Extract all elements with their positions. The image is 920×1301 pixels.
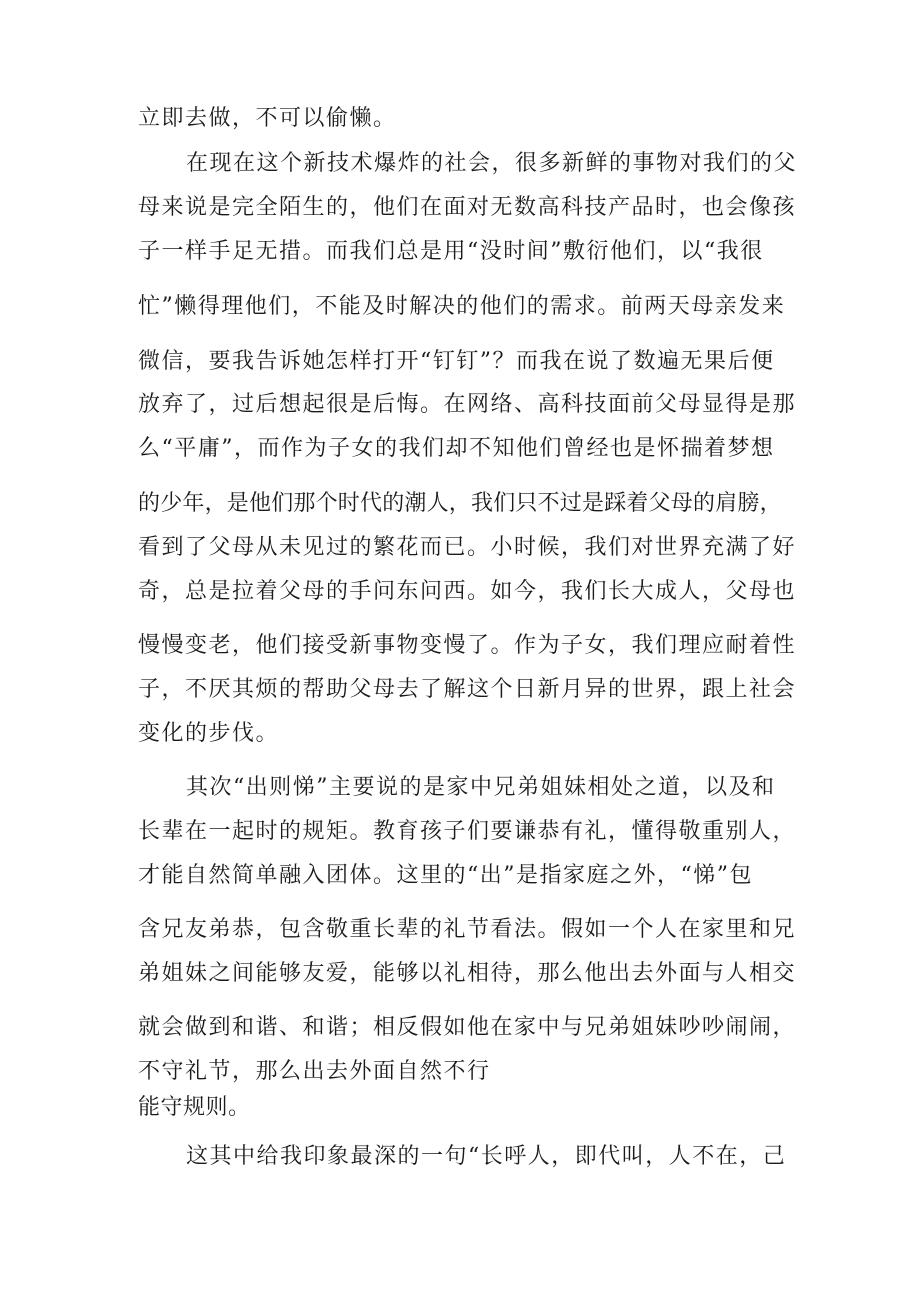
text-line: 才能自然简单融入团体。这里的“出”是指家庭之外，“悌”包 xyxy=(138,863,753,888)
text-line: 的少年，是他们那个时代的潮人，我们只不过是踩着父母的肩膀， xyxy=(138,491,782,516)
text-line: 立即去做，不可以偷懒。 xyxy=(138,106,397,131)
text-line: 子，不厌其烦的帮助父母去了解这个日新月异的世界，跟上社会 xyxy=(138,677,797,702)
text-line: 其次“出则悌”主要说的是家中兄弟姐妹相处之道，以及和 xyxy=(186,775,776,800)
text-line: 忙”懒得理他们，不能及时解决的他们的需求。前两天母亲发来 xyxy=(138,294,786,319)
text-line: 放弃了，过后想起很是后悔。在网络、高科技面前父母显得是那 xyxy=(138,392,797,417)
text-line: 长辈在一起时的规矩。教育孩子们要谦恭有礼，懂得敬重别人， xyxy=(138,819,797,844)
text-line: 能守规则。 xyxy=(138,1095,251,1120)
text-line: 奇，总是拉着父母的手问东问西。如今，我们长大成人，父母也 xyxy=(138,579,797,604)
text-line: 含兄友弟恭，包含敬重长辈的礼节看法。假如一个人在家里和兄 xyxy=(138,917,797,942)
text-line: 子一样手足无措。而我们总是用“没时间”敷衍他们，以“我很 xyxy=(138,239,764,264)
text-line: 不守礼节，那么出去外面自然不行 xyxy=(138,1059,491,1084)
text-line: 微信，要我告诉她怎样打开“钉钉”？而我在说了数遍无果后便 xyxy=(138,349,775,374)
text-line: 这其中给我印象最深的一句“长呼人，即代叫，人不在，己 xyxy=(186,1144,787,1169)
text-line: 就会做到和谐、和谐；相反假如他在家中与兄弟姐妹吵吵闹闹， xyxy=(138,1015,797,1040)
text-line: 么“平庸”，而作为子女的我们却不知他们曾经也是怀揣着梦想 xyxy=(138,436,775,461)
text-line: 看到了父母从未见过的繁花而已。小时候，我们对世界充满了好 xyxy=(138,535,797,560)
text-line: 变化的步伐。 xyxy=(138,721,280,746)
text-line: 在现在这个新技术爆炸的社会，很多新鲜的事物对我们的父 xyxy=(186,151,798,176)
text-line: 弟姐妹之间能够友爱，能够以礼相待，那么他出去外面与人相交 xyxy=(138,961,797,986)
text-line: 母来说是完全陌生的，他们在面对无数高科技产品时，也会像孩 xyxy=(138,195,797,220)
text-line: 慢慢变老，他们接受新事物变慢了。作为子女，我们理应耐着性 xyxy=(138,633,797,658)
